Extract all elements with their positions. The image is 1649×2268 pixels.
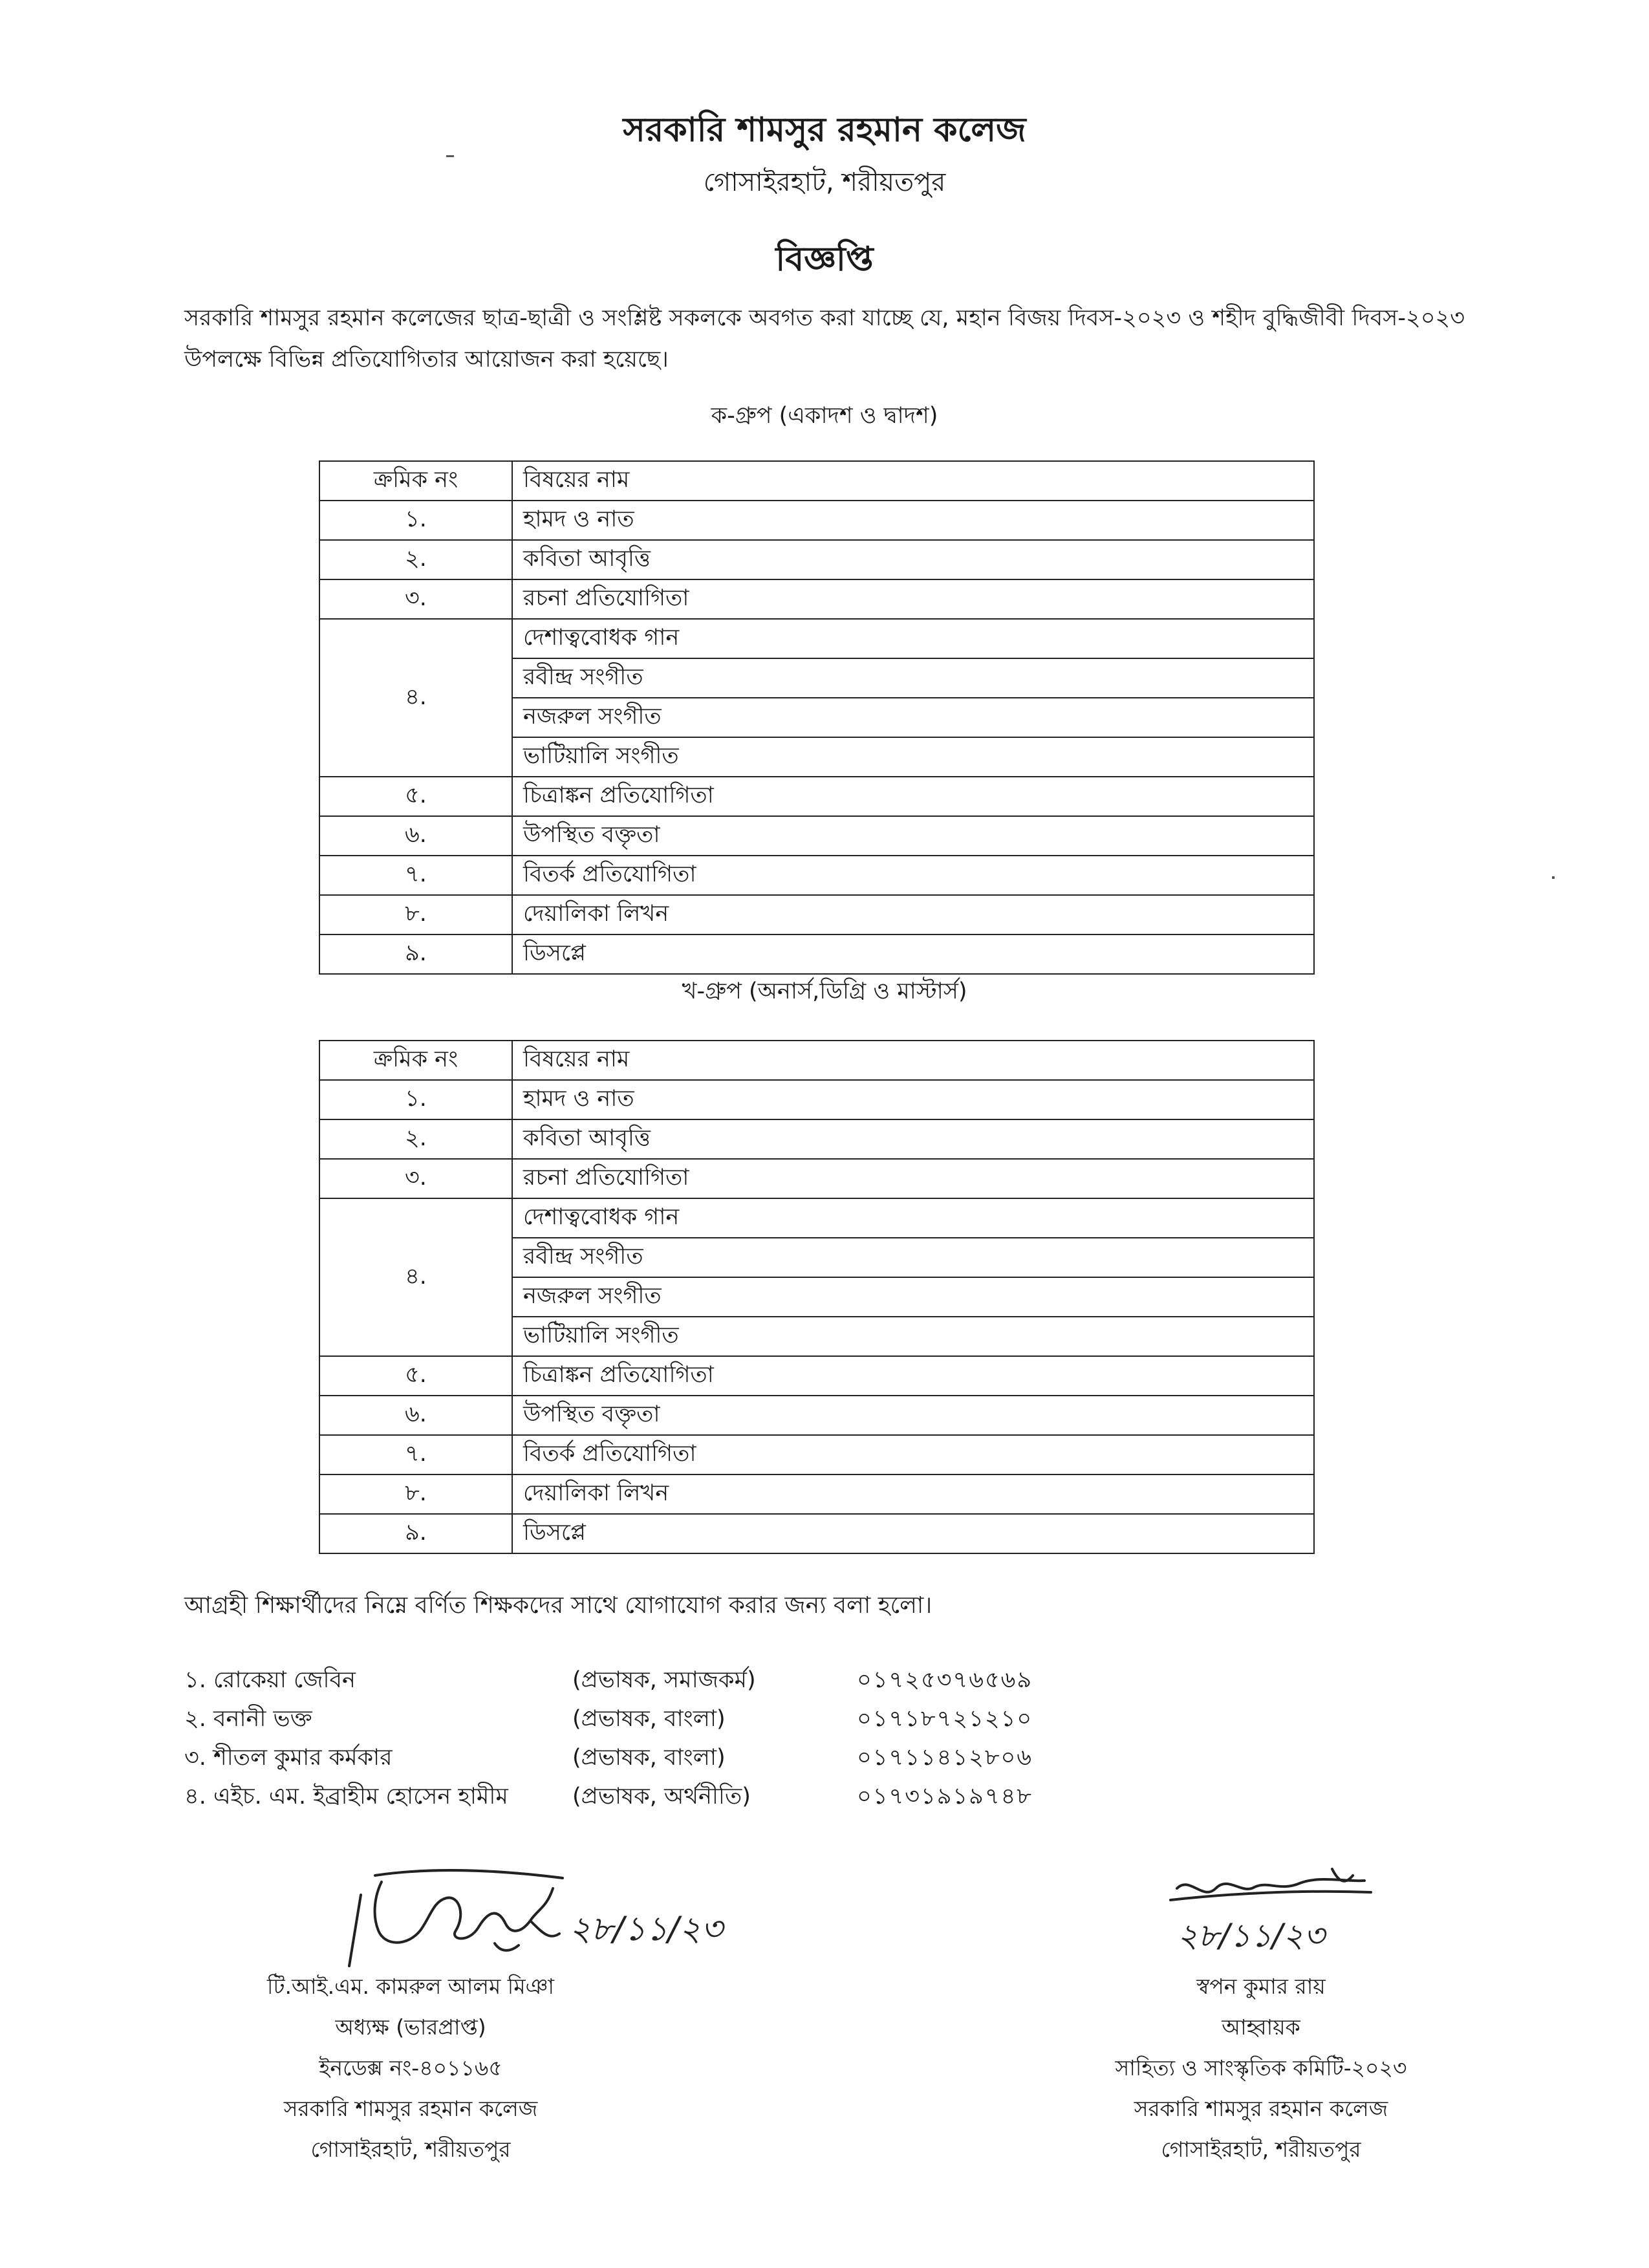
table-row — [319, 540, 1314, 579]
contact-row — [184, 1778, 1413, 1817]
contact-name: ২. বনানী ভক্ত — [184, 1706, 312, 1732]
contact-phone: ০১৭১১৪১২৮০৬ — [857, 1745, 1033, 1771]
subject-header: বিষয়ের নাম — [512, 1041, 1314, 1080]
subject-cell: বিতর্ক প্রতিযোগিতা — [512, 856, 1314, 895]
principal-signature-date: ২৮/১১/২৩ — [569, 1910, 723, 1949]
serial-cell: ২. — [319, 1119, 512, 1159]
table-row — [319, 934, 1314, 974]
contact-name: ৩. শীতল কুমার কর্মকার — [184, 1745, 393, 1771]
table-row — [319, 1435, 1314, 1474]
subject-cell: রচনা প্রতিযোগিতা — [512, 579, 1314, 619]
convener-committee: সাহিত্য ও সাংস্কৃতিক কমিটি-২০২৩ — [1115, 2055, 1407, 2080]
contact-designation: (প্রভাষক, অর্থনীতি) — [572, 1784, 751, 1809]
table-row — [319, 1159, 1314, 1198]
convener-designation: আহ্বায়ক — [1222, 2014, 1300, 2040]
serial-cell: ৮. — [319, 1474, 512, 1514]
table-row — [319, 816, 1314, 856]
serial-cell: ৪. — [319, 619, 512, 777]
serial-cell: ৬. — [319, 816, 512, 856]
principal-index: ইনডেক্স নং-৪০১১৬৫ — [319, 2055, 502, 2080]
principal-name: টি.আই.এম. কামরুল আলম মিঞা — [267, 1974, 554, 1999]
group-ka-caption: ক-গ্রুপ (একাদশ ও দ্বাদশ) — [711, 403, 938, 429]
subject-cell: কবিতা আবৃত্তি — [512, 540, 1314, 579]
convener-signature — [1151, 1863, 1423, 1972]
serial-cell: ৫. — [319, 1356, 512, 1396]
convener-college: সরকারি শামসুর রহমান কলেজ — [1134, 2096, 1388, 2121]
group-ka-table — [319, 460, 1315, 975]
contact-row — [184, 1701, 1413, 1740]
serial-cell: ৮. — [319, 895, 512, 934]
table-header-row — [319, 1041, 1314, 1080]
serial-header: ক্রমিক নং — [319, 461, 512, 501]
table-row — [319, 1514, 1314, 1553]
serial-cell: ৩. — [319, 579, 512, 619]
serial-cell: ৫. — [319, 777, 512, 816]
group-kha-table — [319, 1040, 1315, 1554]
college-address: গোসাইরহাট, শরীয়তপুর — [703, 167, 946, 197]
principal-signature-block — [217, 1966, 605, 2170]
contact-designation: (প্রভাষক, সমাজকর্ম) — [572, 1667, 756, 1693]
serial-cell: ৯. — [319, 934, 512, 974]
subject-cell: হামদ ও নাত — [512, 501, 1314, 540]
serial-cell: ৯. — [319, 1514, 512, 1553]
table-row — [319, 895, 1314, 934]
principal-designation: অধ্যক্ষ (ভারপ্রাপ্ত) — [335, 2014, 486, 2040]
principal-address: গোসাইরহাট, শরীয়তপুর — [310, 2137, 511, 2162]
table-row — [319, 579, 1314, 619]
subject-cell: চিত্রাঙ্কন প্রতিযোগিতা — [512, 1356, 1314, 1396]
serial-cell: ৬. — [319, 1396, 512, 1435]
table-row — [319, 1396, 1314, 1435]
serial-cell: ৩. — [319, 1159, 512, 1198]
table-row — [319, 619, 1314, 658]
contact-phone: ০১৭১৮৭২১২১০ — [857, 1706, 1033, 1732]
scan-speck — [1552, 876, 1555, 879]
subject-header: বিষয়ের নাম — [512, 461, 1314, 501]
subject-cell: কবিতা আবৃত্তি — [512, 1119, 1314, 1159]
convener-signature-block — [1035, 1966, 1487, 2170]
contact-row — [184, 1662, 1413, 1701]
convener-name: স্বপন কুমার রায় — [1196, 1974, 1326, 1999]
subject-cell: হামদ ও নাত — [512, 1080, 1314, 1119]
table-row — [319, 856, 1314, 895]
subject-cell: উপস্থিত বক্তৃতা — [512, 816, 1314, 856]
convener-address: গোসাইরহাট, শরীয়তপুর — [1161, 2137, 1361, 2162]
convener-signature-date: ২৮/১১/২৩ — [1177, 1917, 1325, 1954]
subject-cell: নজরুল সংগীত — [512, 698, 1314, 737]
serial-cell: ১. — [319, 1080, 512, 1119]
subject-cell: দেশাত্ববোধক গান — [512, 619, 1314, 658]
serial-cell: ৭. — [319, 856, 512, 895]
group-kha-caption: খ-গ্রুপ (অনার্স,ডিগ্রি ও মাস্টার্স) — [682, 978, 967, 1004]
principal-college: সরকারি শামসুর রহমান কলেজ — [283, 2096, 538, 2121]
contact-phone: ০১৭৩১৯১৯৭৪৮ — [857, 1784, 1033, 1809]
notice-intro: সরকারি শামসুর রহমান কলেজের ছাত্র-ছাত্রী ও সংশ্লিষ্ট সকলকে অবগত করা যাচ্ছে যে, মহান বিজয় দিবস-২০২৩ ও শহীদ বুদ্ধিজীবী দিবস-২০২৩ উপলক্ষে বিভিন্ন প্রতিযোগিতার আয়োজন করা হয়েছে। — [184, 305, 1465, 373]
principal-signature — [336, 1869, 828, 1979]
subject-cell: নজরুল সংগীত — [512, 1277, 1314, 1317]
table-header-row — [319, 461, 1314, 501]
notice-title: বিজ্ঞপ্তি — [775, 240, 874, 279]
table-row — [319, 1198, 1314, 1238]
contact-name: ১. রোকেয়া জেবিন — [184, 1667, 356, 1693]
college-name: সরকারি শামসুর রহমান কলেজ — [623, 111, 1026, 149]
subject-cell: ডিসপ্লে — [512, 1514, 1314, 1553]
table-row — [319, 777, 1314, 816]
subject-cell: উপস্থিত বক্তৃতা — [512, 1396, 1314, 1435]
subject-cell: রবীন্দ্র সংগীত — [512, 658, 1314, 698]
subject-cell: বিতর্ক প্রতিযোগিতা — [512, 1435, 1314, 1474]
serial-cell: ১. — [319, 501, 512, 540]
contact-phone: ০১৭২৫৩৭৬৫৬৯ — [857, 1667, 1033, 1693]
subject-cell: ডিসপ্লে — [512, 934, 1314, 974]
subject-cell: রবীন্দ্র সংগীত — [512, 1238, 1314, 1277]
table-row — [319, 1119, 1314, 1159]
contact-row — [184, 1740, 1413, 1778]
contact-name: ৪. এইচ. এম. ইব্রাহীম হোসেন হামীম — [184, 1784, 508, 1809]
scan-speck — [446, 155, 454, 157]
contact-designation: (প্রভাষক, বাংলা) — [572, 1745, 726, 1771]
serial-cell: ২. — [319, 540, 512, 579]
subject-cell: ভাটিয়ালি সংগীত — [512, 1317, 1314, 1356]
subject-cell: দেশাত্ববোধক গান — [512, 1198, 1314, 1238]
serial-cell: ৭. — [319, 1435, 512, 1474]
subject-cell: দেয়ালিকা লিখন — [512, 1474, 1314, 1514]
table-row — [319, 1474, 1314, 1514]
subject-cell: ভাটিয়ালি সংগীত — [512, 737, 1314, 777]
table-row — [319, 1356, 1314, 1396]
subject-cell: চিত্রাঙ্কন প্রতিযোগিতা — [512, 777, 1314, 816]
subject-cell: রচনা প্রতিযোগিতা — [512, 1159, 1314, 1198]
serial-cell: ৪. — [319, 1198, 512, 1356]
table-row — [319, 1080, 1314, 1119]
contact-note: আগ্রহী শিক্ষার্থীদের নিম্নে বর্ণিত শিক্ষকদের সাথে যোগাযোগ করার জন্য বলা হলো। — [184, 1592, 932, 1619]
subject-cell: দেয়ালিকা লিখন — [512, 895, 1314, 934]
serial-header: ক্রমিক নং — [319, 1041, 512, 1080]
contact-designation: (প্রভাষক, বাংলা) — [572, 1706, 726, 1732]
table-row — [319, 501, 1314, 540]
